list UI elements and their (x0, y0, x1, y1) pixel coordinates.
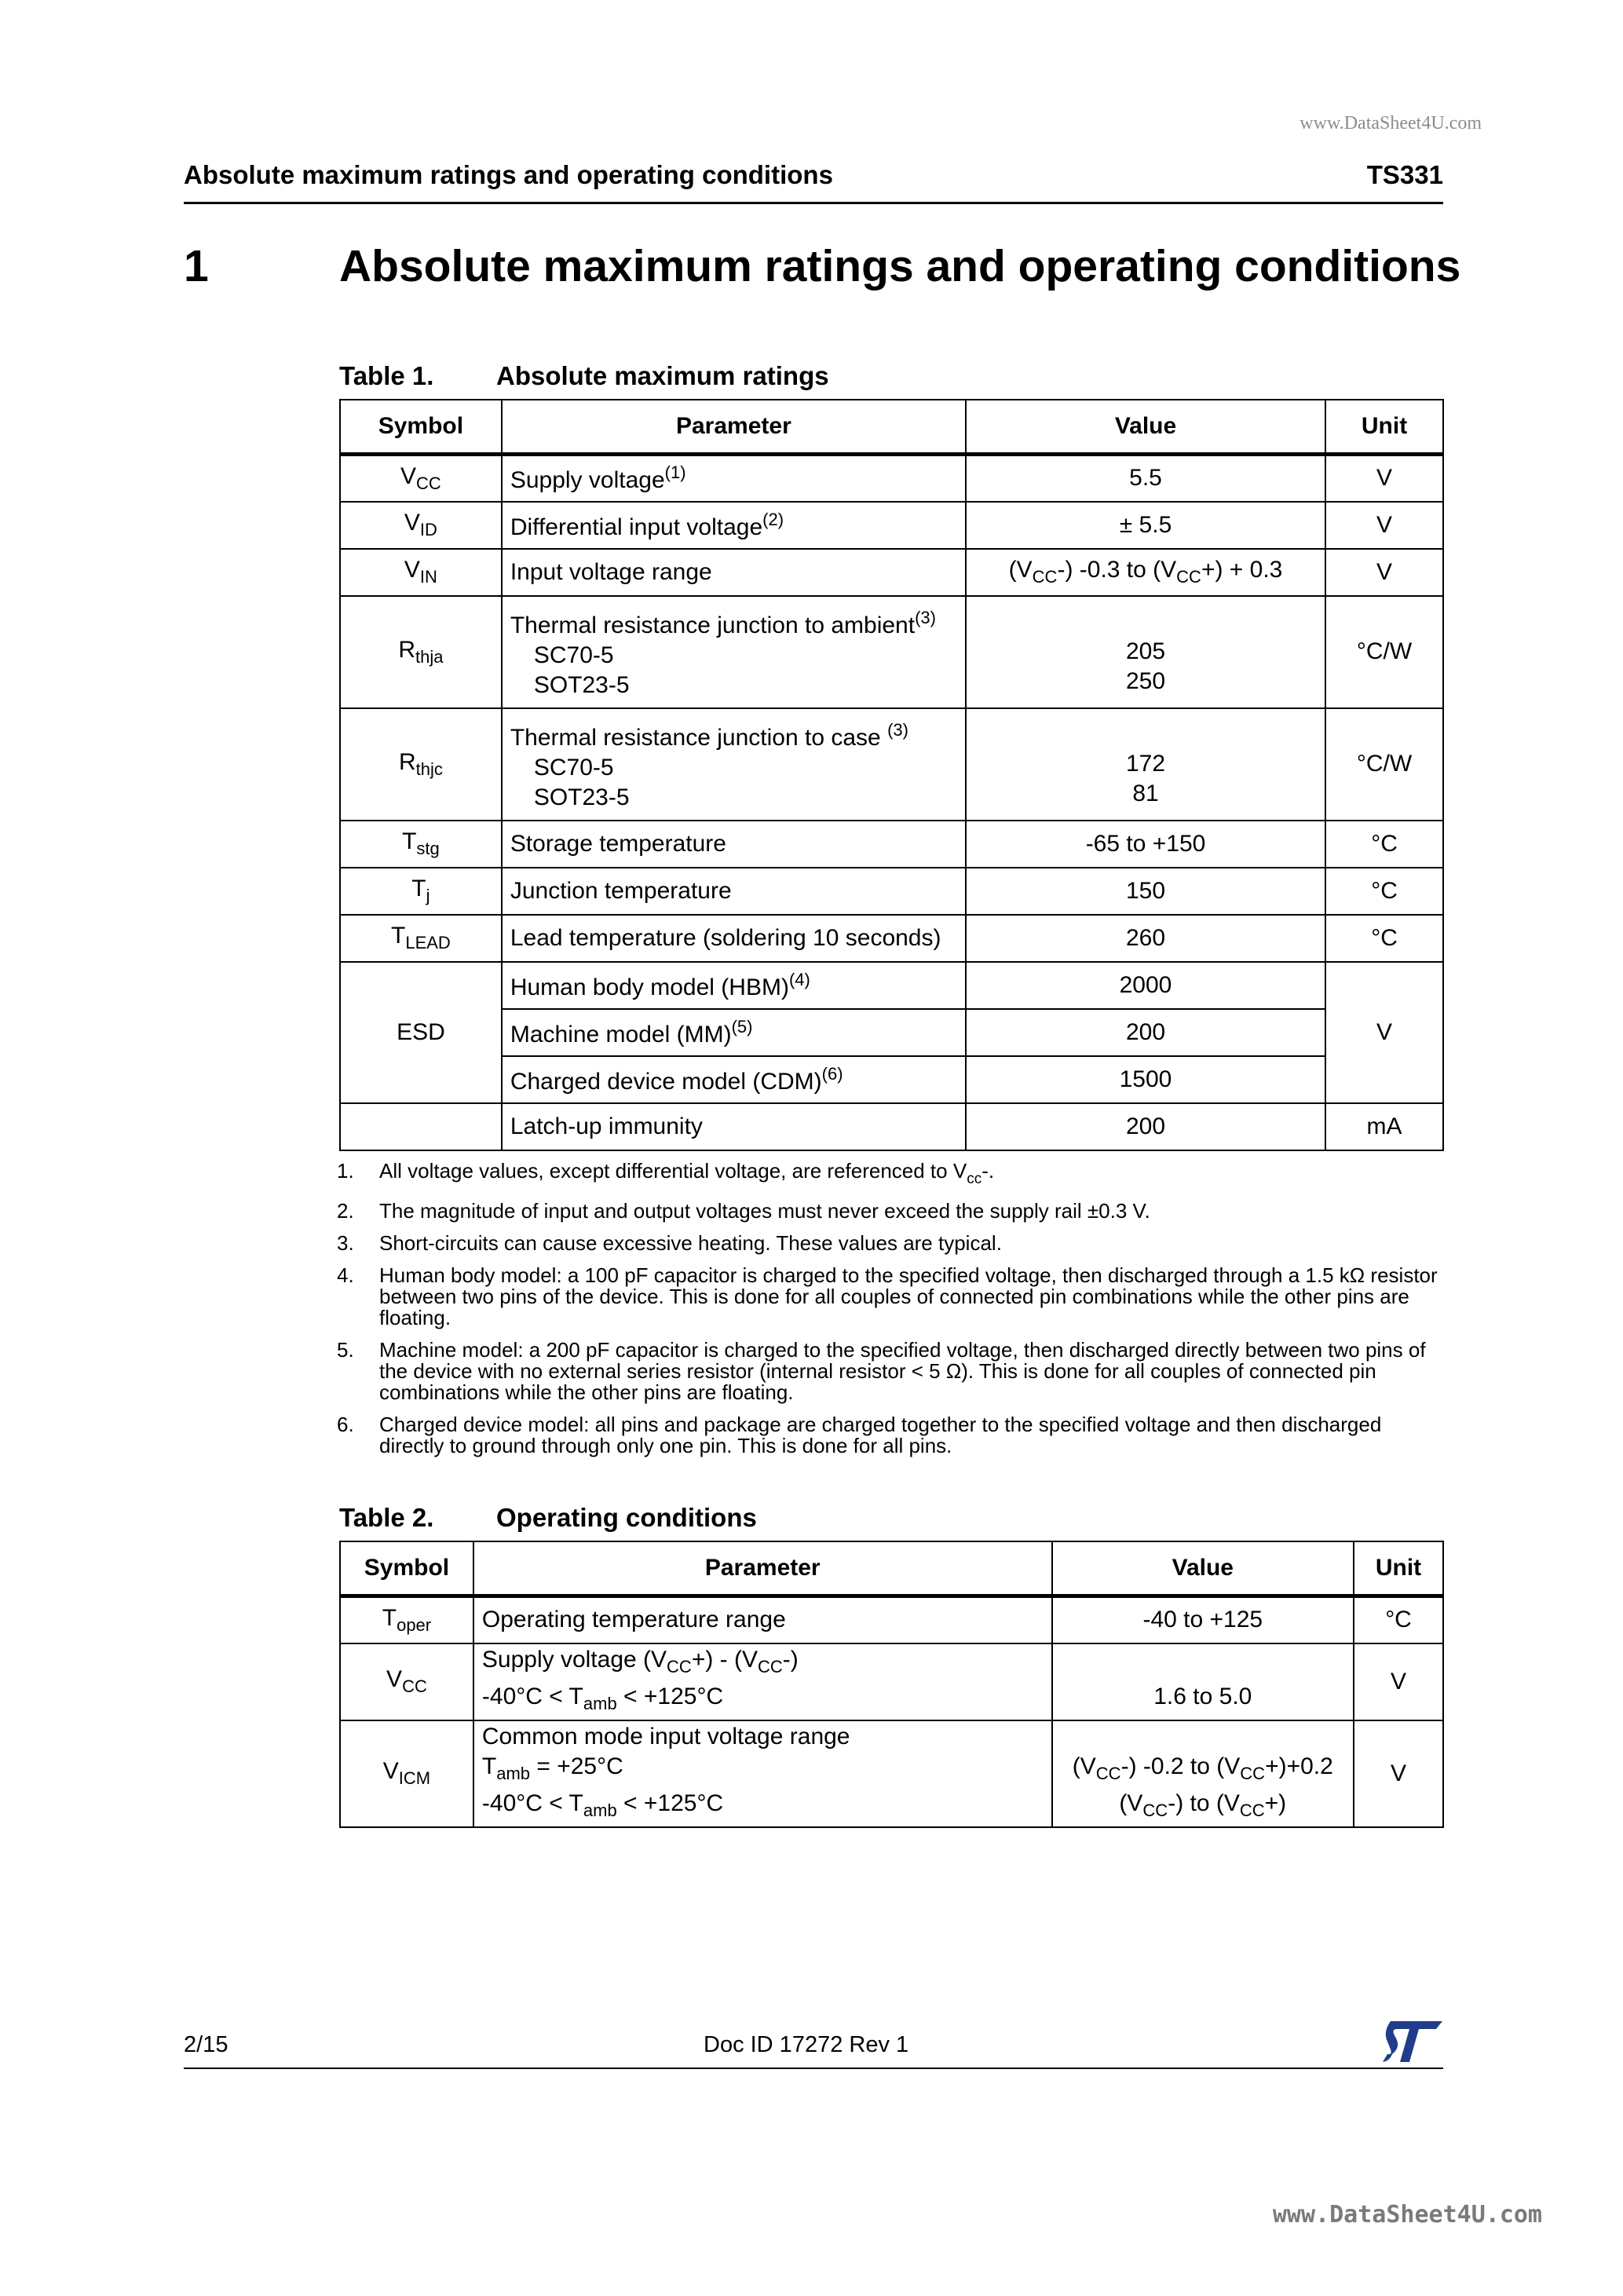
symbol-cell: $V_{ID}$ (340, 502, 502, 549)
value-cell: 205 250 (966, 596, 1325, 708)
column-header-symbol: Symbol (340, 400, 502, 455)
unit-cell: mA (1325, 1103, 1443, 1150)
page-number: 2/15 (184, 2032, 228, 2057)
table-row (340, 962, 1443, 1009)
table-row (340, 502, 1443, 549)
column-header-parameter: Parameter (502, 400, 966, 455)
st-logo-graphic (1380, 2020, 1444, 2064)
footnote-2: 2. The magnitude of input and output voltages must never exceed the supply rail ±0.3 V. (337, 1199, 1150, 1223)
value-cell: 200 (966, 1009, 1325, 1056)
unit-cell: °C (1325, 821, 1443, 868)
header-rule (184, 202, 1443, 204)
parameter-cell: Operating temperature range (473, 1596, 1052, 1643)
table-row (340, 1643, 1443, 1720)
value-cell: 150 (966, 868, 1325, 915)
st-logo-icon (1380, 2020, 1444, 2067)
column-header-unit: Unit (1325, 400, 1443, 455)
table-header-row (340, 400, 1443, 455)
table2-title: Operating conditions (496, 1503, 757, 1532)
parameter-cell: Junction temperature (502, 868, 966, 915)
parameter-cell: Lead temperature (soldering 10 seconds) (502, 915, 966, 962)
table-row (340, 1596, 1443, 1643)
symbol-cell: $R_{thja}$ (340, 596, 502, 708)
watermark-top: www.DataSheet4U.com (1299, 113, 1482, 133)
footnote-4: 4. Human body model: a 100 pF capacitor is charged to the specified voltage, then discharged through a 1.5 kΩ resistor between two pins of the device. This is done for all couples of connected pin combinations while the other pins are floating. (337, 1263, 1438, 1329)
table-row (340, 1056, 1443, 1103)
value-cell: 1.6 to 5.0 (1052, 1643, 1354, 1720)
parameter-cell: Charged device model (CDM)$^{(6)}$ (502, 1056, 966, 1103)
parameter-cell: Latch-up immunity (502, 1103, 966, 1150)
symbol-cell: ESD (340, 962, 502, 1103)
parameter-cell: Differential input voltage$^{(2)}$ (502, 502, 966, 549)
value-cell: $(V_{CC}-)$ -0.3 to $(V_{CC}+) + 0.3$ (966, 549, 1325, 596)
unit-cell: V (1325, 549, 1443, 596)
table-row (340, 1103, 1443, 1150)
column-header-value: Value (1052, 1541, 1354, 1596)
unit-cell: °C (1354, 1596, 1443, 1643)
parameter-cell: Supply voltage $(V_{CC}+) - (V_{CC}-)$ $-40^\circ C < T_{amb} < +125^\circ C$ (473, 1643, 1052, 1720)
footer-rule (184, 2067, 1443, 2069)
symbol-cell: $V_{IN}$ (340, 549, 502, 596)
unit-cell: V (1354, 1643, 1443, 1720)
unit-cell: °C/W (1325, 596, 1443, 708)
value-cell: 172 81 (966, 708, 1325, 821)
table-row (340, 1009, 1443, 1056)
footnote-1: 1. All voltage values, except differential voltage, are referenced to $V_{cc}-$. (337, 1159, 995, 1187)
value-cell: 1500 (966, 1056, 1325, 1103)
symbol-cell: $T_j$ (340, 868, 502, 915)
symbol-cell: $T_{stg}$ (340, 821, 502, 868)
footnote-6: 6. Charged device model: all pins and package are charged together to the specified voltage and then discharged directly to ground through only one pin. This is done for all pins. (337, 1413, 1382, 1457)
symbol-cell: $T_{LEAD}$ (340, 915, 502, 962)
unit-cell: V (1325, 502, 1443, 549)
unit-cell: °C (1325, 868, 1443, 915)
footnote-3: 3. Short-circuits can cause excessive heating. These values are typical. (337, 1231, 1002, 1255)
document-id: Doc ID 17272 Rev 1 (704, 2032, 909, 2057)
running-header-title: Absolute maximum ratings and operating conditions (184, 160, 833, 189)
value-cell: -40 to +125 (1052, 1596, 1354, 1643)
value-cell: 260 (966, 915, 1325, 962)
table-row (340, 821, 1443, 868)
value-cell: 2000 (966, 962, 1325, 1009)
operating-conditions-table (339, 1541, 1444, 1828)
section-title: Absolute maximum ratings and operating conditions (339, 241, 1461, 291)
symbol-cell: $V_{ICM}$ (340, 1720, 473, 1827)
value-cell: ± 5.5 (966, 502, 1325, 549)
table-header-row (340, 1541, 1443, 1596)
parameter-cell: Machine model (MM)$^{(5)}$ (502, 1009, 966, 1056)
value-cell: 200 (966, 1103, 1325, 1150)
symbol-cell (340, 1103, 502, 1150)
running-header-part-number: TS331 (1366, 160, 1443, 189)
table-row (340, 1720, 1443, 1827)
unit-cell: °C (1325, 915, 1443, 962)
table-row (340, 549, 1443, 596)
value-cell: 5.5 (966, 455, 1325, 502)
footnote-5: 5. Machine model: a 200 pF capacitor is charged to the specified voltage, then discharged directly between two pins of the device with no external series resistor (internal resistor < 5 Ω). This is done for all couples of connected pin combinations while the other pins are floating. (337, 1338, 1426, 1404)
table-row (340, 455, 1443, 502)
table2-label: Table 2. (339, 1503, 434, 1532)
parameter-cell: Human body model (HBM)$^{(4)}$ (502, 962, 966, 1009)
table-row (340, 708, 1443, 821)
table-row (340, 915, 1443, 962)
section-number: 1 (184, 241, 209, 291)
table1-footnotes (337, 1161, 1444, 1468)
column-header-parameter: Parameter (473, 1541, 1052, 1596)
parameter-cell: Supply voltage$^{(1)}$ (502, 455, 966, 502)
value-cell: -65 to +150 (966, 821, 1325, 868)
table1-title: Absolute maximum ratings (496, 361, 829, 390)
column-header-unit: Unit (1354, 1541, 1443, 1596)
parameter-cell: Common mode input voltage range $T_{amb} = +25^\circ C$ $-40^\circ C < T_{amb} < +125^\circ C$ (473, 1720, 1052, 1827)
parameter-cell: Thermal resistance junction to ambient$^{(3)}$ SC70-5 SOT23-5 (502, 596, 966, 708)
parameter-cell: Storage temperature (502, 821, 966, 868)
column-header-value: Value (966, 400, 1325, 455)
table-row (340, 596, 1443, 708)
parameter-cell: Input voltage range (502, 549, 966, 596)
table1-label: Table 1. (339, 361, 434, 390)
table-row (340, 868, 1443, 915)
value-cell: $(V_{CC}-)$ -0.2 to $(V_{CC}+)+0.2$ $(V_{CC}-)$ to $(V_{CC}+)$ (1052, 1720, 1354, 1827)
unit-cell: °C/W (1325, 708, 1443, 821)
symbol-cell: $V_{CC}$ (340, 1643, 473, 1720)
symbol-cell: $R_{thjc}$ (340, 708, 502, 821)
unit-cell: V (1325, 962, 1443, 1103)
symbol-cell: $V_{CC}$ (340, 455, 502, 502)
unit-cell: V (1325, 455, 1443, 502)
watermark-bottom: www.DataSheet4U.com (1272, 2201, 1542, 2228)
parameter-cell: Thermal resistance junction to case $^{(3)}$ SC70-5 SOT23-5 (502, 708, 966, 821)
unit-cell: V (1354, 1720, 1443, 1827)
symbol-cell: $T_{oper}$ (340, 1596, 473, 1643)
absolute-maximum-ratings-table (339, 399, 1444, 1151)
column-header-symbol: Symbol (340, 1541, 473, 1596)
